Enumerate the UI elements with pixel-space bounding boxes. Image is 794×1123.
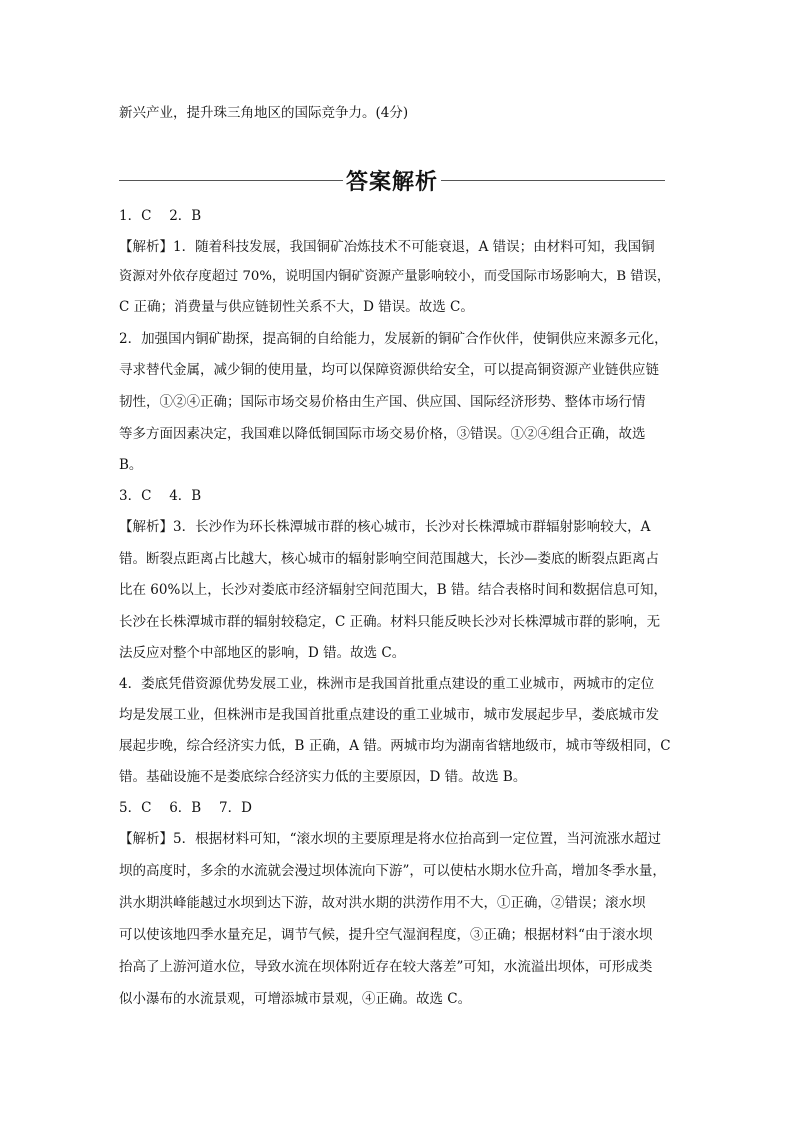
explanation-line: 等多方面因素决定，我国难以降低铜国际市场交易价格，③错误。①②④组合正确，故选 — [119, 426, 646, 442]
explanation-line: 【解析】1．随着科技发展，我国铜矿冶炼技术不可能衰退，A 错误；由材料可知，我国铜 — [119, 239, 655, 255]
explanation-line: B。 — [119, 457, 143, 473]
answer-section-header — [119, 164, 665, 196]
explanation-line: 比在 60%以上，长沙对娄底市经济辐射空间范围大，B 错。结合表格时间和数据信息可知， — [119, 582, 668, 598]
explanation-line: 法反应对整个中部地区的影响，D 错。故选 C。 — [119, 645, 406, 661]
explanation-line: 寻求替代金属，减少铜的使用量，均可以保障资源供给安全，可以提高铜资源产业链供应链 — [119, 362, 659, 378]
answer-key-3-4: 3．C 4．B — [119, 488, 202, 504]
explanation-line: 展起步晚，综合经济实力低，B 正确，A 错。两城市均为湖南省辖地级市，城市等级相同，C — [119, 738, 671, 754]
continued-question-line: 新兴产业，提升珠三角地区的国际竞争力。(4分) — [119, 105, 409, 121]
explanation-line: 抬高了上游河道水位，导致水流在坝体附近存在较大落差”可知，水流溢出坝体，可形成类 — [119, 959, 653, 975]
explanation-line: 坝的高度时，多余的水流就会漫过坝体流向下游”，可以使枯水期水位升高，增加冬季水量， — [119, 863, 666, 879]
left-rule — [119, 180, 343, 181]
explanation-line: 洪水期洪峰能越过水坝到达下游，故对洪水期的洪涝作用不大，①正确，②错误；滚水坝 — [119, 895, 646, 911]
explanation-line: 错。基础设施不是娄底综合经济实力低的主要原因，D 错。故选 B。 — [119, 769, 527, 785]
explanation-line: 似小瀑布的水流景观，可增添城市景观，④正确。故选 C。 — [119, 991, 472, 1007]
right-rule — [441, 180, 665, 181]
explanation-line: 错。断裂点距离占比越大，核心城市的辐射影响空间范围越大，长沙—娄底的断裂点距离占 — [119, 551, 659, 567]
explanation-line: 资源对外依存度超过 70%，说明国内铜矿资源产量影响较小，而受国际市场影响大，B 错误， — [119, 269, 671, 284]
answer-key-5-7: 5．C 6．B 7．D — [119, 800, 252, 816]
explanation-line: 可以使该地四季水量充足，调节气候，提升空气湿润程度，③正确；根据材料“由于滚水坝 — [119, 927, 653, 943]
section-title: 答案解析 — [346, 169, 439, 195]
explanation-line: 【解析】3．长沙作为环长株潭城市群的核心城市，长沙对长株潭城市群辐射影响较大，A — [119, 519, 651, 535]
explanation-line: 均是发展工业，但株洲市是我国首批重点建设的重工业城市，城市发展起步早，娄底城市发 — [119, 707, 659, 723]
explanation-line: 长沙在长株潭城市群的辐射较稳定，C 正确。材料只能反映长沙对长株潭城市群的影响，无 — [119, 614, 661, 630]
explanation-line: C 正确；消费量与供应链韧性关系不大，D 错误。故选 C。 — [119, 299, 474, 315]
explanation-line: 【解析】5．根据材料可知，“滚水坝的主要原理是将水位抬高到一定位置，当河流涨水超过 — [119, 831, 661, 847]
explanation-line: 4．娄底凭借资源优势发展工业，株洲市是我国首批重点建设的重工业城市，两城市的定位 — [119, 676, 655, 692]
explanation-line: 2．加强国内铜矿勘探，提高铜的自给能力，发展新的铜矿合作伙伴，使铜供应来源多元化， — [119, 331, 668, 347]
answer-key-1-2: 1．C 2．B — [119, 208, 202, 224]
explanation-line: 韧性，①②④正确；国际市场交易价格由生产国、供应国、国际经济形势、整体市场行情 — [119, 394, 646, 410]
